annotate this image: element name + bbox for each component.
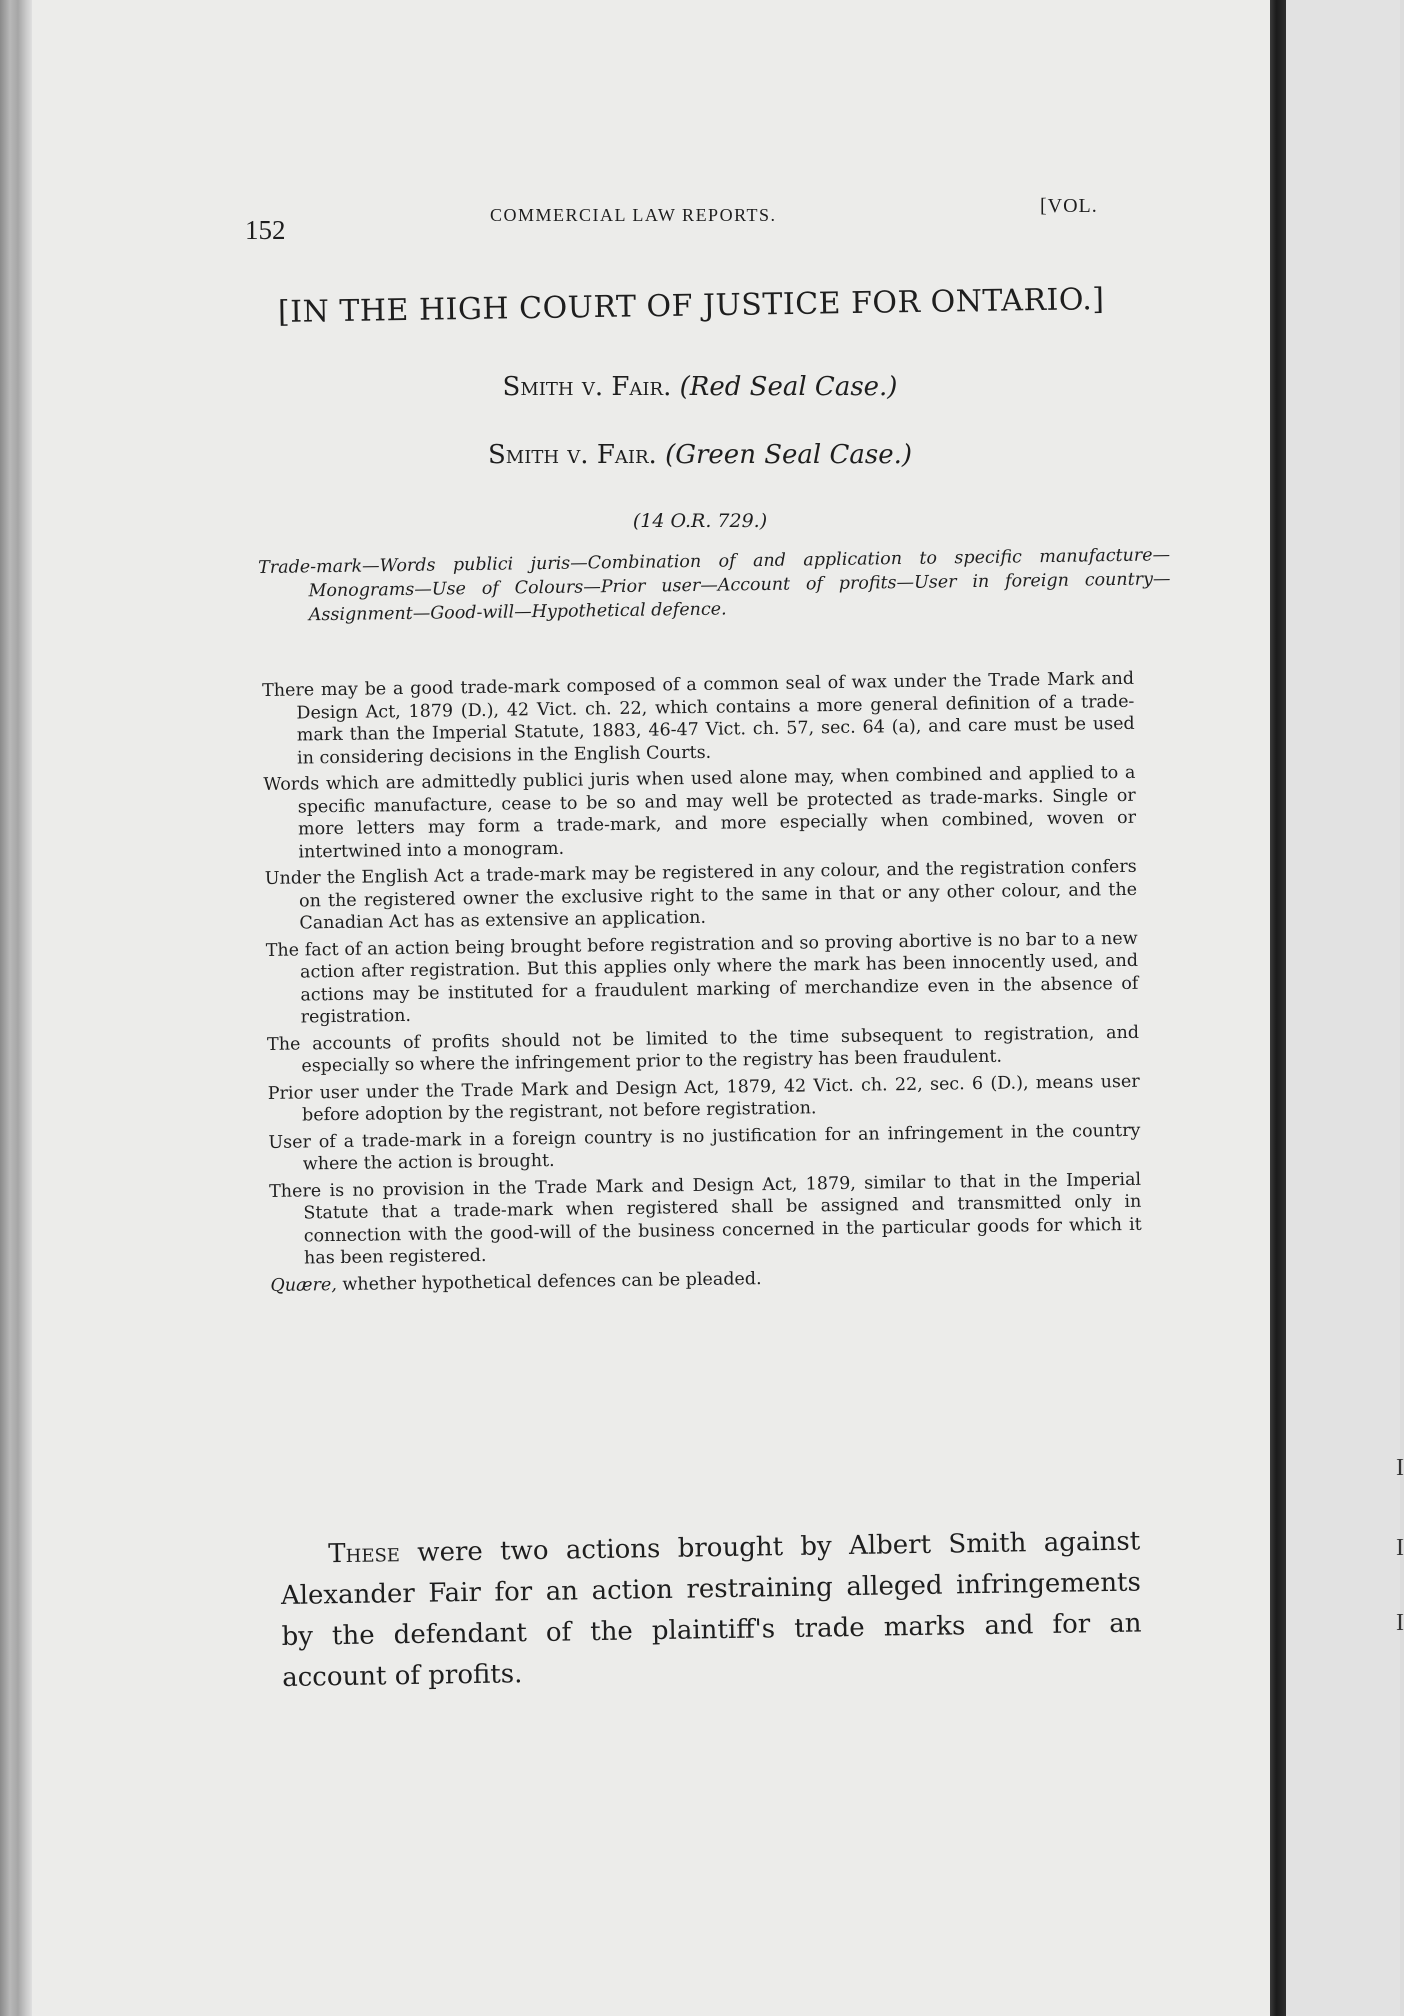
headnote-holdings: [262, 668, 1143, 1301]
case-parties: Smith v. Fair.: [502, 372, 672, 402]
adjacent-page-mark: I: [1396, 1455, 1404, 1481]
catchwords: Trade-mark—Words publici juris—Combination of and application to specific manufacture—Monograms—Use of Colours—Prior user—Account of profits—User in foreign country—Assignment—Good-will—Hypothetical defence.: [258, 545, 1171, 626]
volume-label: [VOL.: [1040, 195, 1098, 217]
holding-paragraph: There is no provision in the Trade Mark and Design Act, 1879, similar to that in the Imperial Statute that a trade-mark when registered shall be assigned and transmitted only in connection with the good-will of the business concerned in the particular goods for which it has been registered.: [269, 1169, 1142, 1269]
book-spine: [1270, 0, 1286, 2016]
opening-word: These: [328, 1538, 401, 1570]
adjacent-page-mark: I: [1396, 1535, 1404, 1561]
case-note: (Red Seal Case.): [679, 372, 898, 402]
holding-paragraph: User of a trade-mark in a foreign country is no justification for an infringement in the country where the action is brought.: [268, 1120, 1141, 1175]
book-left-edge: [0, 0, 32, 2016]
court-heading: [IN THE HIGH COURT OF JUSTICE FOR ONTARIO.]: [277, 282, 1105, 330]
quaere-word: Quære,: [270, 1274, 337, 1296]
holding-paragraph: There may be a good trade-mark composed of a common seal of wax under the Trade Mark and Design Act, 1879 (D.), 42 Vict. ch. 22, which contains a more general definition of a trade-mark than the Imperial Statute, 1883, 46-47 Vict. ch. 57, sec. 64 (a), and care must be used in considering decisions in the English Courts.: [262, 668, 1135, 769]
judgment-opening: [280, 1521, 1142, 1698]
adjacent-page-mark: I: [1396, 1610, 1404, 1636]
holding-paragraph: Prior user under the Trade Mark and Design Act, 1879, 42 Vict. ch. 22, sec. 6 (D.), means user before adoption by the registrant, not before registration.: [267, 1071, 1140, 1126]
report-citation: (14 O.R. 729.): [632, 510, 768, 532]
opening-text: were two actions brought by Albert Smith against Alexander Fair for an action restraining alleged infringements by the defendant of the plaintiff's trade marks and for an account of profits.: [280, 1526, 1142, 1693]
holding-paragraph: Words which are admittedly publici juris when used alone may, when combined and applied to a specific manufacture, cease to be so and may well be protected as trade-marks. Single or more letters may form a trade-mark, and more especially when combined, woven or intertwined into a monogram.: [263, 762, 1137, 863]
quaere-text: whether hypothetical defences can be pleaded.: [336, 1268, 762, 1295]
case-note: (Green Seal Case.): [665, 440, 913, 470]
running-title: COMMERCIAL LAW REPORTS.: [490, 205, 777, 225]
page-header: [245, 195, 1115, 245]
holding-paragraph: Under the English Act a trade-mark may be registered in any colour, and the registration confers on the registered owner the exclusive right to the same in that or any other colour, and the Canadian Act has as extensive an application.: [264, 856, 1138, 934]
holding-paragraph: The fact of an action being brought before registration and so proving abortive is no bar to a new action after registration. But this applies only where the mark has been innocently used, and actions may be instituted for a fraudulent marking of merchandize even in the absence of registration.: [265, 928, 1139, 1028]
case-title: [250, 372, 1150, 402]
holding-paragraph: The accounts of profits should not be limited to the time subsequent to registration, and especially so where the infringement prior to the registry has been fraudulent.: [266, 1022, 1140, 1077]
adjacent-page: [1286, 0, 1404, 2016]
case-parties: Smith v. Fair.: [487, 440, 657, 470]
page-number: 152: [245, 215, 286, 245]
case-title: [250, 440, 1150, 470]
